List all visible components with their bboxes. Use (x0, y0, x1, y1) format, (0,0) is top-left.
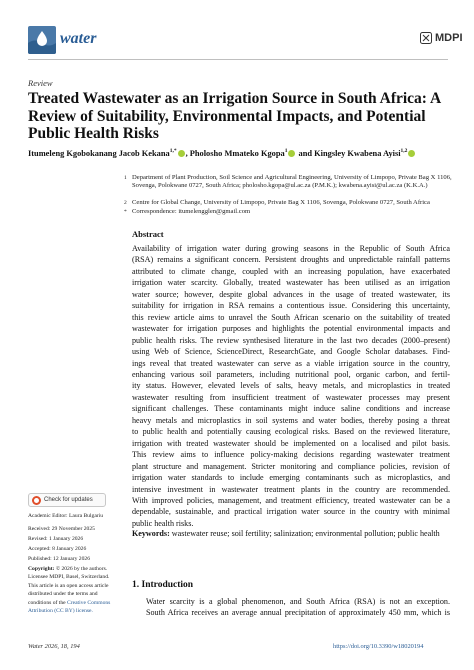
accepted-date: Accepted: 8 January 2026 (28, 546, 87, 552)
text-line: Water scarcity is a global phenomenon, and South Africa (RSA) is not an exception. (146, 597, 450, 606)
mdpi-icon (420, 32, 432, 44)
journal-name: water (60, 30, 97, 47)
journal-logo (28, 26, 56, 54)
academic-editor: Academic Editor: Laura Bulgariu (28, 513, 104, 519)
received-date: Received: 29 November 2025 (28, 526, 95, 532)
text-line: (RSA) remains a significant concern. Persistent droughts and unpredictable rainfall patterns (132, 255, 450, 265)
published-date: Published: 12 January 2026 (28, 556, 90, 562)
orcid-icon[interactable] (288, 150, 295, 157)
text-line: heavy metals and microplastics in soil systems and water bodies, thereby posing a threat (132, 415, 450, 425)
affiliation-2: 2 Centre for Global Change, University of Limpopo, Private Bag X 1106, Sovenga, Polokwane 0727, South Africa (124, 199, 430, 206)
text-line: this review article aims to unravel the South African scenario on the suitability of treated (132, 312, 450, 322)
text-line: This review aims to influence policy-making decisions regarding wastewater treatment (132, 450, 450, 460)
author-name[interactable]: Itumeleng Kgobokanang Jacob Kekana (28, 148, 170, 158)
text-line: attributed to climate change, coupled with an increasing population, have exacerbated (132, 266, 450, 276)
cc-license-link[interactable]: Attribution (CC BY) license. (28, 608, 93, 615)
orcid-icon[interactable] (408, 150, 415, 157)
text-line: dependable, sustainable, and practical irrigation water source in the country with minimal (132, 507, 450, 517)
copyright-line: Licensee MDPI, Basel, Switzerland. (28, 574, 110, 581)
text-line: public health risks. (132, 518, 194, 528)
orcid-icon[interactable] (178, 150, 185, 157)
affiliation-1: 1 Department of Plant Production, Soil Science and Agricultural Engineering, University of Limpopo, Private Bag X 1106, Sovenga, Polokwane 0727, South Africa; pholosho.kgopa@ul.ac.za (P.M.K.); kwabena.ayisi@ul.ac.za (K.K.A.) (124, 174, 452, 190)
copyright-line: conditions of the Creative Commons (28, 599, 111, 606)
author-list (28, 148, 458, 158)
author-superscript: 1 (284, 148, 288, 154)
text-line: to public health and potentially causing ecological risks. Based on the reviewed literature, (132, 427, 450, 437)
keywords-label: Keywords: (132, 529, 170, 538)
header-divider (28, 59, 448, 60)
text-line: With improved policies, management, and treatment efficiency, treated wastewater can be a (132, 495, 450, 505)
abstract-body (132, 243, 450, 529)
text-line: using Web of Science, ScienceDirect, ResearchGate, and Google Scholar databases. Find- (132, 347, 450, 357)
citation: Water 2026, 18, 194 (28, 643, 80, 650)
author-superscript: 1,2 (400, 148, 408, 154)
article-type: Review (28, 78, 53, 88)
text-line: irrigation water scarcity. Globally, treated wastewater has been utilised as an irrigation (132, 278, 450, 288)
keywords-text: wastewater reuse; soil fertility; salinization; environmental pollution; public health (171, 529, 440, 538)
text-line: plant structure and management. Stricter monitoring and compliance policies, revision of (132, 461, 450, 471)
text-line: water source; however, despite global advances in the usage of treated wastewater, its (132, 289, 450, 299)
author-superscript: 1,* (169, 148, 177, 154)
check-for-updates-label: Check for updates (44, 497, 93, 503)
text-line: irrigation with treated wastewater should be implemented on a localised and pilot basis. (132, 438, 450, 448)
revised-date: Revised: 1 January 2026 (28, 536, 84, 542)
copyright-line: Copyright: © 2026 by the authors. (28, 566, 108, 572)
text-line: intensive investment in wastewater treatment plants in the country are recommended. (132, 484, 450, 494)
text-line: irrigation water standards to include emerging contaminants such as microplastics, and (132, 473, 450, 483)
text-line: enhancing various soil parameters, including nutritional pool, organic carbon, and fertil- (132, 369, 450, 379)
text-line: significant challenges. These contaminants might induce saline conditions and increase (132, 404, 450, 414)
publisher-logo (420, 32, 463, 44)
author-name[interactable]: , Pholosho Mmateko Kgopa (185, 148, 285, 158)
check-for-updates-button[interactable] (28, 493, 106, 507)
update-icon (32, 496, 41, 505)
copyright-line: distributed under the terms and (28, 591, 98, 598)
text-line: wastewater for irrigation purposes and highlights the potential environmental impacts and (132, 324, 450, 334)
introduction-body (132, 596, 450, 619)
abstract-heading: Abstract (132, 229, 164, 239)
text-line: Availability of irrigation water during growing seasons in the Republic of South Africa (132, 244, 450, 253)
text-line: wastewater resulting from insufficient treatment of wastewater processes may present (132, 392, 450, 402)
copyright-line: This article is an open access article (28, 582, 109, 589)
copyright-notice (28, 565, 138, 615)
text-line: ings reveal that treated wastewater can serve as a viable irrigation source in the country, (132, 358, 450, 368)
author-name[interactable]: and Kingsley Kwabena Ayisi (296, 148, 401, 158)
correspondence: * Correspondence: itumelengglen@gmail.com (124, 208, 251, 215)
keywords (132, 528, 450, 539)
publisher-name: MDPI (435, 32, 463, 44)
text-line: suitability for irrigation in RSA remains a contentious issue. Considering this uncertainty, (132, 301, 450, 311)
text-line: ity status. However, elevated levels of salts, heavy metals, and microplastics in treated (132, 381, 450, 391)
text-line: South Africa receives an average annual precipitation of approximately 450 mm, which is (146, 608, 450, 618)
section-heading-introduction: 1. Introduction (132, 580, 194, 590)
article-title: Treated Wastewater as an Irrigation Source in South Africa: A Review of Suitability, Environmental Impacts, and Potential Public Health Risks (28, 90, 441, 142)
text-line: public health risks. The review synthesised literature in the last two decades (2000–present) (132, 335, 450, 345)
cc-link[interactable]: Creative Commons (67, 599, 111, 606)
doi-link[interactable]: https://doi.org/10.3390/w18020194 (333, 643, 424, 650)
